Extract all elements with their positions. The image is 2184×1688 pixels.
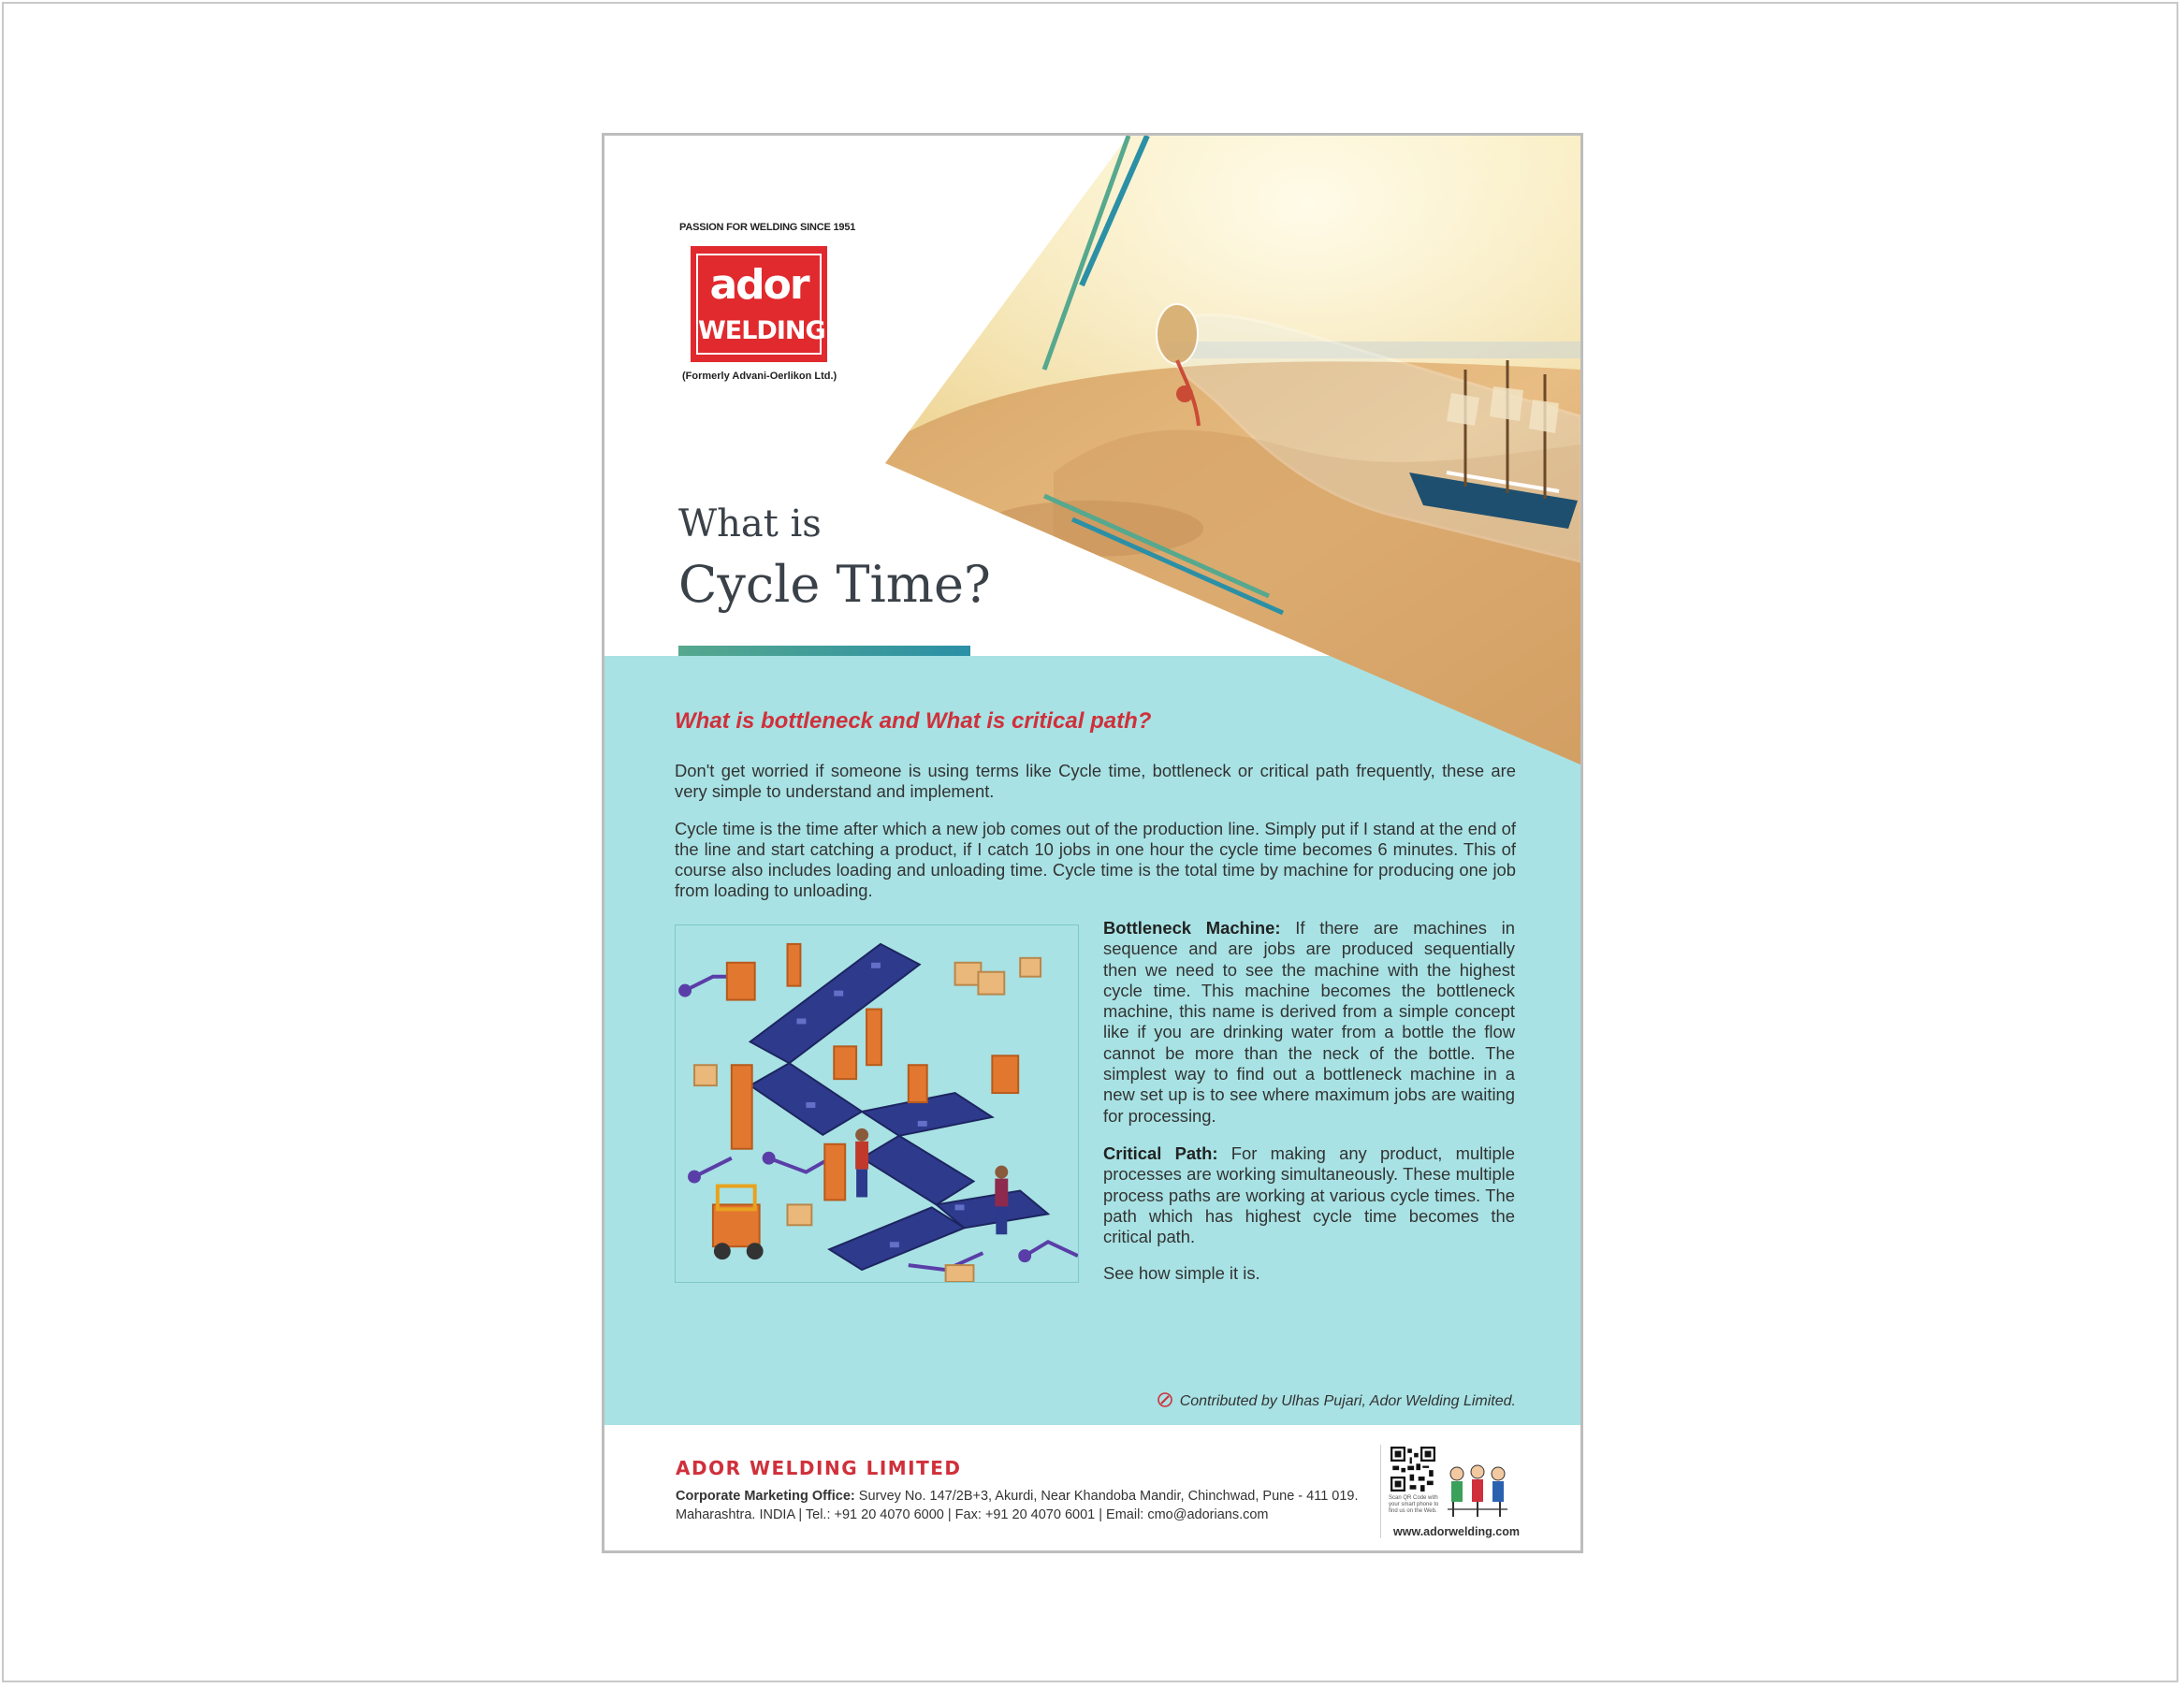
office-address: Survey No. 147/2B+3, Akurdi, Near Khandoba Mandir, Chinchwad, Pune - 411 019. — [854, 1489, 1359, 1504]
brand-tagline: PASSION FOR WELDING SINCE 1951 — [679, 222, 856, 233]
article-heading: What is bottleneck and What is critical path? — [675, 708, 1152, 734]
page-title-line2: Cycle Time? — [678, 555, 991, 614]
qr-caption: Scan QR Code with your smart phone to find us on the Web. — [1389, 1495, 1439, 1514]
document-page — [602, 133, 1583, 1553]
formerly-name: (Formerly Advani-Oerlikon Ltd.) — [682, 371, 837, 382]
qr-code-icon[interactable] — [1390, 1447, 1435, 1492]
mascots-image — [1444, 1462, 1511, 1519]
contributor-text: Contributed by Ulhas Pujari, Ador Welding Limited. — [1179, 1393, 1516, 1409]
critical-path-section — [1103, 1143, 1515, 1247]
footer-address-line1 — [676, 1489, 1359, 1504]
article-paragraph-1: Don't get worried if someone is using terms like Cycle time, bottleneck or critical path frequently, these are very simple to understand and implement. — [675, 761, 1516, 801]
logo-wordmark: ador — [709, 261, 808, 309]
critical-path-label: Critical Path: — [1103, 1143, 1218, 1163]
bottleneck-label: Bottleneck Machine: — [1103, 918, 1281, 938]
logo-subword: WELDING — [698, 316, 825, 345]
footer-address-line2: Maharashtra. INDIA | Tel.: +91 20 4070 6000 | Fax: +91 20 4070 6001 | Email: cmo@adorians.com — [676, 1507, 1269, 1522]
article-paragraph-2: Cycle time is the time after which a new job comes out of the production line. Simply put if I stand at the end of the line and start catching a product, if I catch 10 jobs in one hour the cycle time becomes 6 minutes. This of course also includes loading and unloading time. Cycle time is the total time by machine for producing one job from loading to unloading. — [675, 819, 1516, 900]
footer-website-link[interactable]: www.adorwelding.com — [1393, 1525, 1520, 1538]
pen-icon — [1158, 1392, 1172, 1407]
closing-line: See how simple it is. — [1103, 1263, 1260, 1283]
office-label: Corporate Marketing Office: — [676, 1489, 855, 1504]
footer-company-name: ADOR WELDING LIMITED — [676, 1457, 962, 1479]
ador-welding-logo — [691, 246, 827, 362]
title-underline-bar — [678, 646, 970, 656]
page-title-line1: What is — [678, 502, 822, 546]
footer-divider — [1380, 1445, 1381, 1538]
production-line-illustration — [675, 924, 1079, 1283]
bottleneck-section — [1103, 918, 1515, 1127]
bottleneck-text: If there are machines in sequence and are jobs are produced sequentially then we need to see the machine with the highest cycle time. This machine becomes the bottleneck machine, this name is derived from a simple concept like if you are drinking water from a bottle the flow cannot be more than the neck of the bottle. The simplest way to find out a bottleneck machine in a new set up is to see where maximum jobs are waiting for processing. — [1103, 918, 1515, 1126]
critical-path-text: For making any product, multiple processes are working simultaneously. These multiple process paths are working at various cycle times. The path which has highest cycle time becomes the critical path. — [1103, 1143, 1515, 1247]
contributor-credit — [1157, 1392, 1516, 1410]
